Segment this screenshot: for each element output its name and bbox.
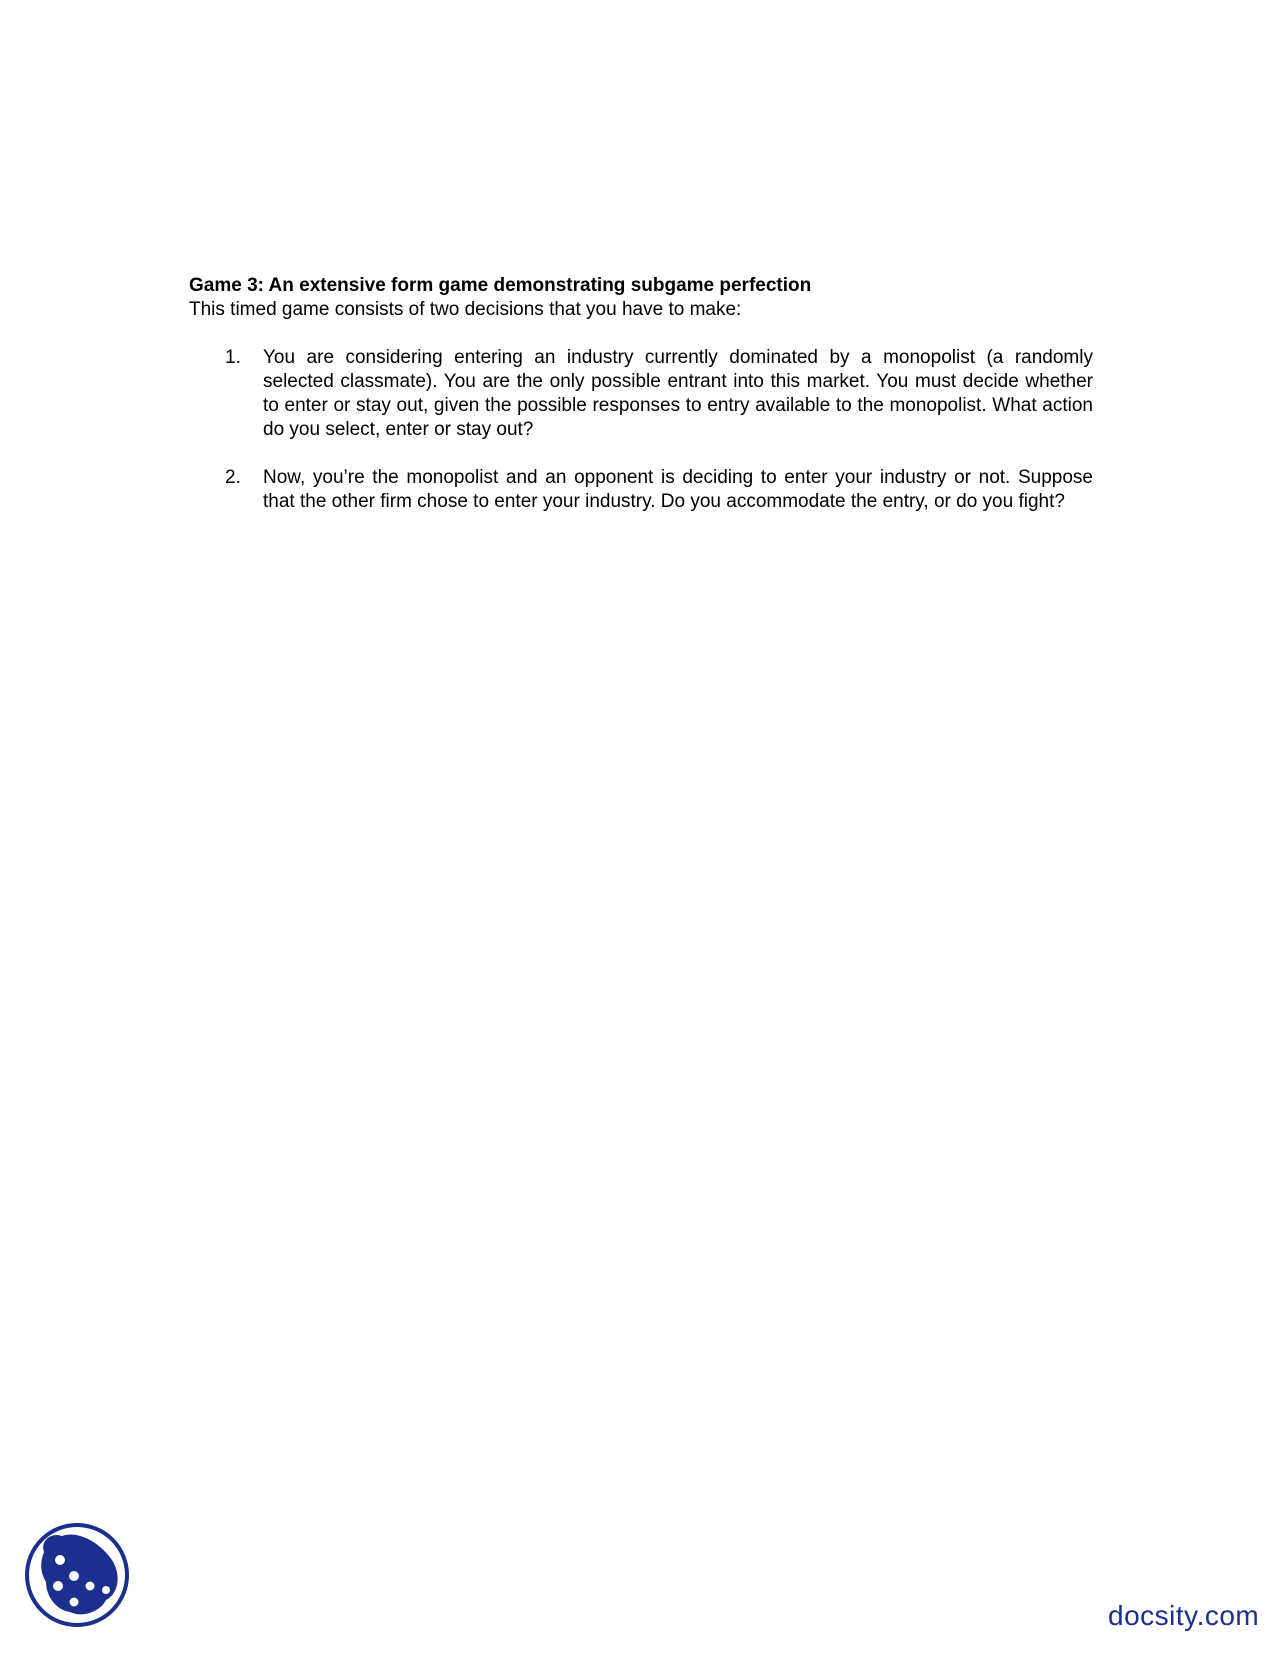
document-intro: This timed game consists of two decisions that you have to make: (189, 299, 742, 320)
item-number: 1. (225, 347, 241, 368)
docsity-logo-icon (22, 1520, 132, 1630)
list-item (189, 346, 1093, 442)
list-item (189, 466, 1093, 514)
item-text: You are considering entering an industry currently dominated by a monopolist (a randomly selected classmate). You are the only possible entrant into this market. You must decide whether to enter or stay out, given the possible responses to entry available to the monopolist. What action do you select, enter or stay out? (263, 347, 1093, 440)
document-body (189, 274, 1093, 538)
document-title: Game 3: An extensive form game demonstrating subgame perfection (189, 275, 812, 296)
item-number: 2. (225, 467, 241, 488)
question-list (189, 346, 1093, 514)
docsity-brand-link[interactable]: docsity.com (1108, 1600, 1260, 1631)
item-text: Now, you’re the monopolist and an opponent is deciding to enter your industry or not. Suppose that the other firm chose to enter your industry. Do you accommodate the entry, or do you fight? (263, 467, 1093, 512)
